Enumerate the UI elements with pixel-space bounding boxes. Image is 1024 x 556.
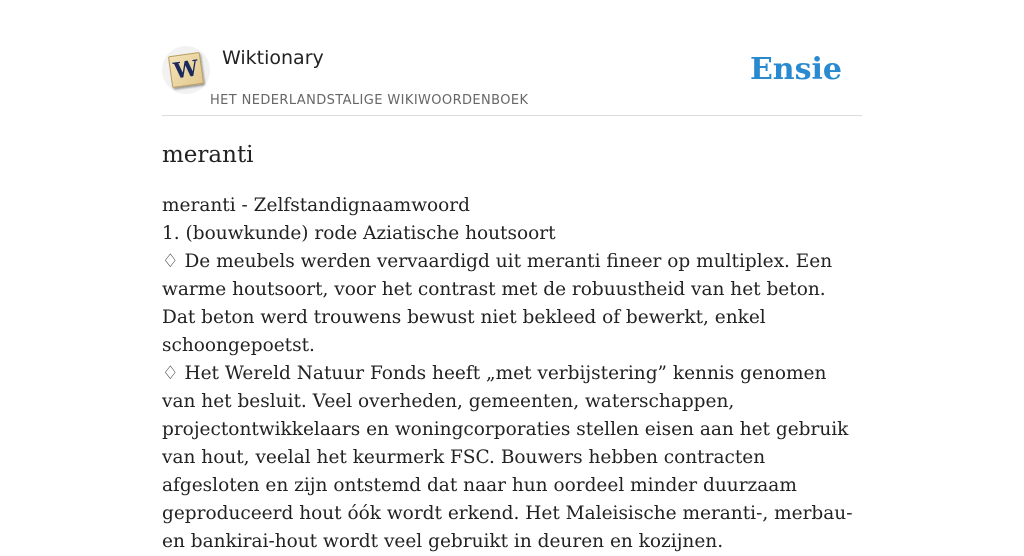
definition-body xyxy=(162,192,862,556)
ensie-brand-logo[interactable]: Ensie xyxy=(749,52,842,87)
site-tagline: HET NEDERLANDSTALIGE WIKIWOORDENBOEK xyxy=(210,93,529,108)
letter-tile-icon xyxy=(168,52,204,88)
site-name[interactable]: Wiktionary xyxy=(222,47,324,69)
wiktionary-logo[interactable] xyxy=(162,46,210,94)
part-of-speech-line: meranti - Zelfstandignaamwoord xyxy=(162,195,470,216)
header-divider xyxy=(162,115,862,116)
logo-letter: W xyxy=(171,55,201,85)
example-sentence: ♢ Het Wereld Natuur Fonds heeft „met verbijstering” kennis genomen van het besluit. Veel overheden, gemeenten, waterschappen, projectontwikkelaars en woningcorporaties stellen eisen aan het gebruik van hout, veelal het keurmerk FSC. Bouwers hebben contracten afgesloten en zijn ontstemd dat naar hun oordeel minder duurzaam geproduceerd hout óók wordt erkend. Het Maleisische meranti-, merbau- en bankirai-hout wordt veel gebruikt in deuren en kozijnen. xyxy=(162,363,853,552)
page-title: meranti xyxy=(162,142,254,168)
definition-line: 1. (bouwkunde) rode Aziatische houtsoort xyxy=(162,223,556,244)
entry-card xyxy=(162,0,862,552)
example-sentence: ♢ De meubels werden vervaardigd uit meranti fineer op multiplex. Een warme houtsoort, voor het contrast met de robuustheid van het beton. Dat beton werd trouwens bewust niet bekleed of bewerkt, enkel schoongepoetst. xyxy=(162,251,833,356)
